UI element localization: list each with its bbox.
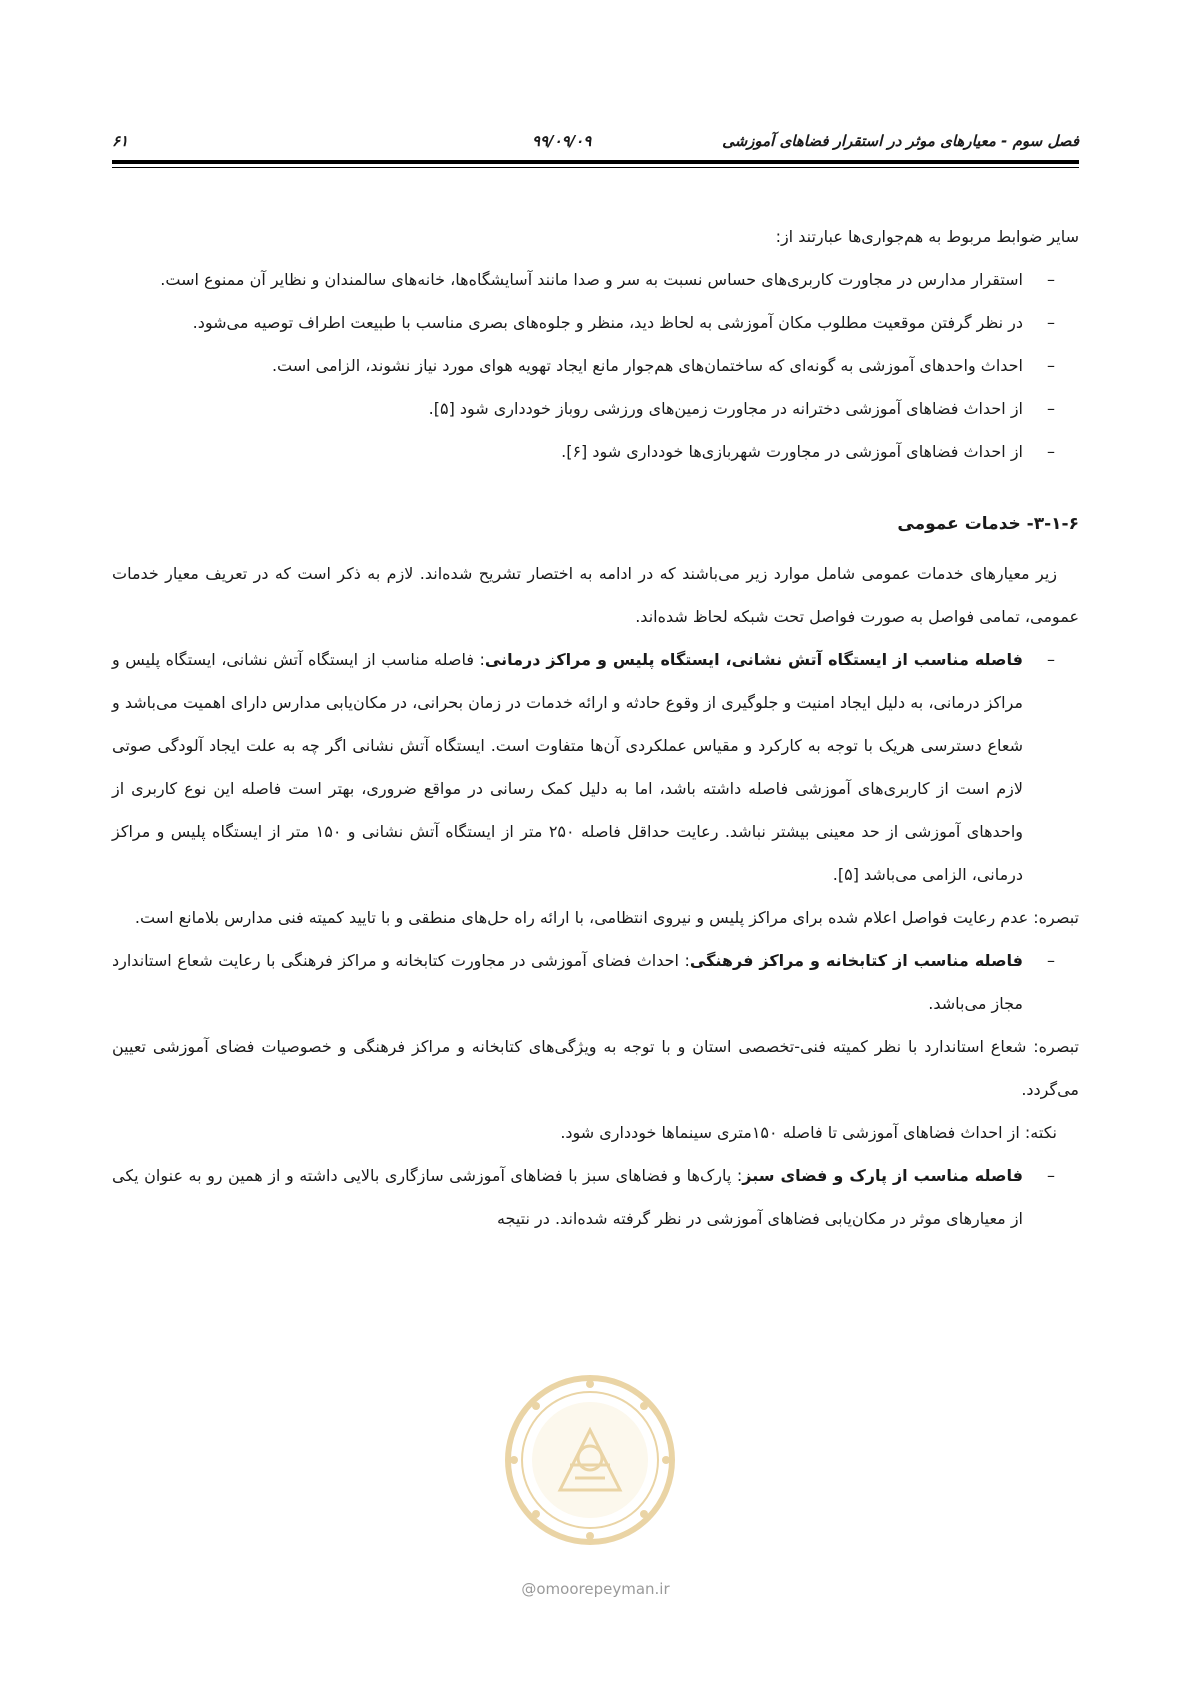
watermark-url: @omoorepeyman.ir (521, 1580, 670, 1598)
item-text: : پارک‌ها و فضاهای سبز با فضاهای آموزشی سازگاری بالایی داشته و از همین رو به عنوان یکی از معیارهای موثر در مکان‌یابی فضاهای آموزشی در نظر گرفته شده‌اند. در نتیجه (112, 1166, 1023, 1228)
list-item (112, 301, 1079, 344)
page-body (112, 215, 1079, 1240)
dash-bullet: – (1047, 313, 1055, 332)
dash-bullet: – (1047, 442, 1055, 461)
list-item-text: از احداث فضاهای آموزشی در مجاورت شهربازی‌ها خودداری شود [۶]. (561, 442, 1023, 461)
dash-bullet: – (1047, 356, 1055, 375)
dash-bullet: – (1047, 650, 1055, 669)
page-number: ۶۱ (112, 132, 129, 150)
note-paragraph: تبصره: عدم رعایت فواصل اعلام شده برای مراکز پلیس و نیروی انتظامی، با ارائه راه حل‌های منطقی و با تایید کمیته فنی مدارس بلامانع است. (134, 908, 1079, 927)
list-item (112, 1154, 1079, 1240)
list-item (112, 638, 1079, 896)
item-title: فاصله مناسب از ایستگاه آتش نشانی، ایستگاه پلیس و مراکز درمانی (484, 650, 1024, 669)
header-date: ۹۹/۰۹/۰۹ (532, 132, 592, 150)
list-item-text: استقرار مدارس در مجاورت کاربری‌های حساس نسبت به سر و صدا مانند آسایشگاه‌ها، خانه‌های سالمندان و نظایر آن ممنوع است. (160, 270, 1023, 289)
section-heading: ۳-۱-۶- خدمات عمومی (897, 514, 1079, 534)
list-item (112, 387, 1079, 430)
list-item-text: از احداث فضاهای آموزشی دخترانه در مجاورت زمین‌های ورزشی روباز خودداری شود [۵]. (428, 399, 1023, 418)
item-title: فاصله مناسب از کتابخانه و مراکز فرهنگی (689, 951, 1024, 970)
chapter-title: فصل سوم - معیارهای موثر در استقرار فضاهای آموزشی (722, 132, 1079, 150)
section-intro: زیر معیارهای خدمات عمومی شامل موارد زیر می‌باشند که در ادامه به اختصار تشریح شده‌اند. لازم به ذکر است که در تعریف معیار خدمات عمومی، تمامی فواصل به صورت فواصل تحت شبکه لحاظ شده‌اند. (112, 564, 1079, 626)
item-text: : احداث فضای آموزشی در مجاورت کتابخانه و مراکز فرهنگی با رعایت شعاع استاندارد مجاز می‌باشد. (112, 951, 1023, 1013)
list-item (112, 344, 1079, 387)
dash-bullet: – (1047, 951, 1055, 970)
note-paragraph: نکته: از احداث فضاهای آموزشی تا فاصله ۱۵۰متری سینماها خودداری شود. (560, 1123, 1057, 1142)
item-text: : فاصله مناسب از ایستگاه آتش نشانی، ایستگاه پلیس و مراکز درمانی، به دلیل ایجاد امنیت و جلوگیری از وقوع حادثه و ارائه خدمات در زمان بحرانی، در مکان‌یابی مدارس دارای اهمیت می‌باشد و شعاع دسترسی هریک با توجه به کارکرد و مقیاس عملکردی آن‌ها متفاوت است. ایستگاه آتش نشانی اگر چه به علت ایجاد آلودگی صوتی لازم است از کاربری‌های آموزشی فاصله داشته باشد، اما به دلیل کمک رسانی در مواقع ضروری، بهتر است فاصله این نوع کاربری از واحدهای آموزشی از حد معینی بیشتر نباشد. رعایت حداقل فاصله ۲۵۰ متر از ایستگاه آتش نشانی و ۱۵۰ متر از ایستگاه پلیس و مراکز درمانی، الزامی می‌باشد [۵]. (112, 650, 1024, 884)
header-rule-thin (112, 167, 1079, 168)
watermark-seal-icon (500, 1370, 680, 1550)
dash-bullet: – (1047, 1166, 1055, 1185)
header-rule-thick (112, 160, 1079, 164)
list-item-text: احداث واحدهای آموزشی به گونه‌ای که ساختمان‌های هم‌جوار مانع ایجاد تهویه هوای مورد نیاز نشوند، الزامی است. (271, 356, 1023, 375)
list-item (112, 939, 1079, 1025)
item-title: فاصله مناسب از پارک و فضای سبز (742, 1166, 1023, 1185)
dash-bullet: – (1047, 270, 1055, 289)
intro-paragraph: سایر ضوابط مربوط به هم‌جواری‌ها عبارتند از: (775, 227, 1079, 246)
list-item-text: در نظر گرفتن موقعیت مطلوب مکان آموزشی به لحاظ دید، منظر و جلوه‌های بصری مناسب با طبیعت اطراف توصیه می‌شود. (192, 313, 1023, 332)
page-header (112, 122, 1079, 158)
dash-bullet: – (1047, 399, 1055, 418)
note-paragraph: تبصره: شعاع استاندارد با نظر کمیته فنی-تخصصی استان و با توجه به ویژگی‌های کتابخانه و مراکز فرهنگی و خصوصیات فضای آموزشی تعیین می‌گردد. (112, 1037, 1079, 1099)
list-item (112, 258, 1079, 301)
list-item (112, 430, 1079, 473)
